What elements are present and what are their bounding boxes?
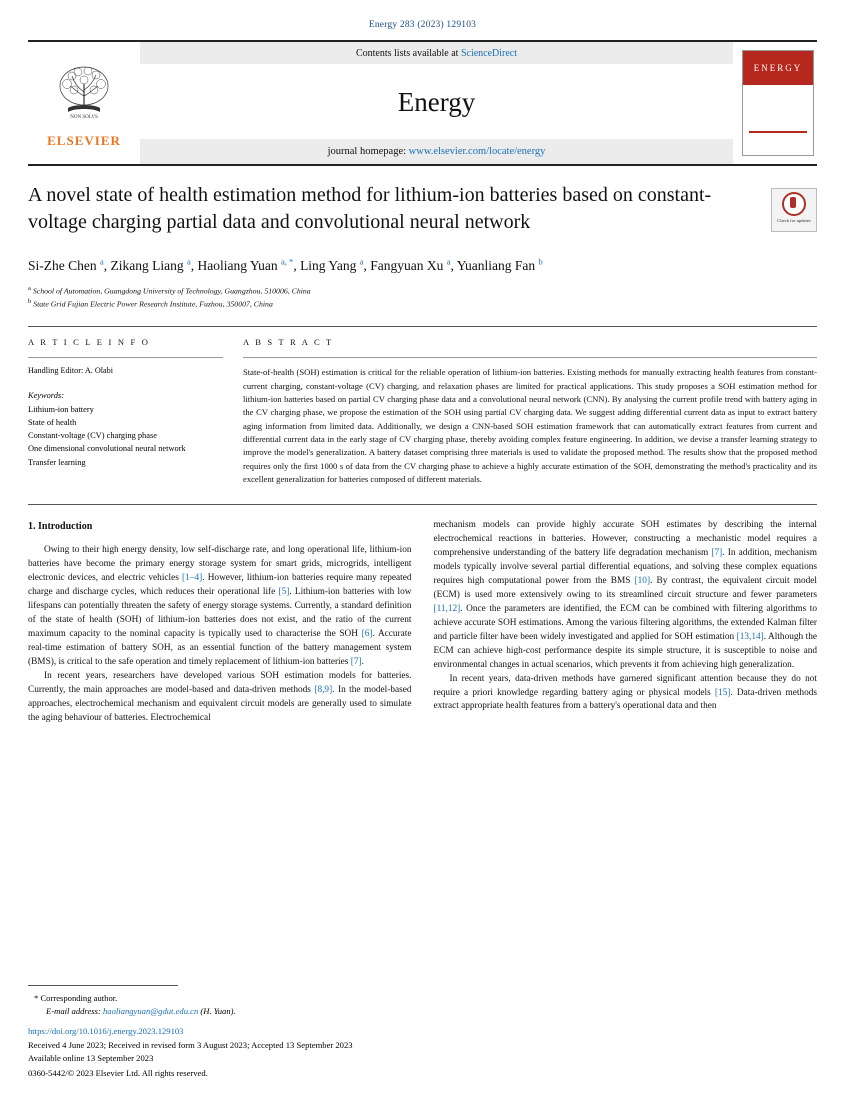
elsevier-wordmark: ELSEVIER [47, 132, 121, 148]
footer-rule [28, 985, 178, 986]
section-heading-introduction: 1. Introduction [28, 521, 93, 533]
crossmark-label: Check for updates [777, 218, 811, 223]
journal-cover [739, 42, 817, 164]
citation-link[interactable]: [13,14] [736, 631, 764, 642]
journal-block [140, 42, 733, 164]
available-online-line: Available online 13 September 2023 [28, 1053, 154, 1064]
abstract-column [243, 337, 817, 486]
crossmark-check-for-updates-badge[interactable] [771, 188, 817, 232]
corresponding-email-link[interactable]: haoliangyuan@gdut.edu.cn [102, 1005, 199, 1016]
article-info-heading: A R T I C L E I N F O [28, 337, 151, 348]
history-line: Received 4 June 2023; Received in revised form 3 August 2023; Accepted 13 September 2023 [28, 1040, 353, 1051]
citation-link[interactable]: [6] [361, 628, 373, 639]
homepage-bar [140, 139, 733, 164]
citation-link[interactable]: [1–4] [182, 573, 203, 584]
homepage-prefix: journal homepage: [327, 146, 407, 157]
citation-link[interactable]: [15] [714, 687, 731, 698]
journal-title: Energy [397, 87, 476, 117]
citation-link[interactable]: [8,9] [314, 684, 333, 695]
handling-editor: Handling Editor: A. Olabi [28, 366, 114, 376]
title-area [28, 182, 817, 236]
article-info-column [28, 337, 243, 486]
page-title: A novel state of health estimation method for lithium-ion batteries based on constant-voltage charging partial data and convolutional neural network [28, 184, 712, 234]
corresponding-email-line [46, 1005, 412, 1018]
body-column-right [434, 519, 818, 725]
citation-link[interactable]: [5] [278, 587, 290, 598]
affiliation-item: $^b$ State Grid Fujian Electric Power Research Institute, Fuzhou, 350007, China [28, 298, 273, 309]
doi-link[interactable]: https://doi.org/10.1016/j.energy.2023.129103 [28, 1026, 184, 1037]
svg-text:NON SOLVS: NON SOLVS [70, 114, 98, 120]
keyword-item: Lithium-ion battery [28, 405, 94, 415]
contents-prefix: Contents lists available at [355, 48, 459, 59]
paragraph: In recent years, researchers have developed various SOH estimation models for batteries. Currently, the main approaches are model-based and data-driven methods [8,9]. In the model-based approaches, electrochemical mechanism and equivalent circuit models are generally used to simulate the aging behaviour of batteries. Electrochemical [28, 670, 412, 723]
body-columns [28, 519, 817, 725]
keyword-item: Transfer learning [28, 457, 86, 467]
paragraph: mechanism models can provide highly accurate SOH estimates by describing the internal electrochemical reactions in batteries. However, constructing a mechanistic model requires a comprehensive understanding of the battery life degradation mechanism [7]. In addition, mechanism models typically involve several partial differential equations, and solving these complex equations requires high computational power from the BMS [10]. By contrast, the equivalent circuit model (ECM) is used more extensively owing to its streamlined circuit structure and fewer parameters [11,12]. Once the parameters are identified, the ECM can be combined with filtering algorithms to achieve accurate SOH estimations. Among the various filtering algorithms, the extended Kalman filter and particle filter have been widely investigated and applied for SOH estimation [13,14]. Although the ECM can achieve high-cost performance despite its simple structure, it is susceptible to noise and environmental changes in actual scenarios, which prevents it from achieving high generalization. [433, 520, 817, 670]
copyright-line: 0360-5442/© 2023 Elsevier Ltd. All rights reserved. [28, 1068, 208, 1079]
contents-bar [140, 42, 733, 64]
cover-title: ENERGY [743, 51, 813, 85]
crossmark-icon [782, 192, 806, 216]
elsevier-logo [28, 42, 140, 164]
paragraph: Owing to their high energy density, low self-discharge rate, and long operational life, lithium-ion batteries have become the primary energy storage system for smart grids, microgrids, intelligent electronic devices, and electric vehicles [1–4]. However, lithium-ion batteries require many repeated charge and discharge cycles, which reduces their operational life [5]. Lithium-ion batteries with low lifespans can potentially threaten the safety of energy storage systems. Currently, a standard definition of the state of health (SOH) of lithium-ion batteries does not exist, and the ratio of the current maximum capacity to the nominal capacity is typically used to characterise the SOH [6]. Accurate real-time estimation of battery SOH, as an essential function of the battery management system (BMS), is critical to the safe operation and timely replacement of lithium-ion batteries [7]. [28, 545, 412, 667]
journal-homepage-link[interactable]: www.elsevier.com/locate/energy [408, 146, 546, 157]
journal-masthead [28, 40, 817, 166]
running-head: Energy 283 (2023) 129103 [368, 20, 477, 30]
keyword-item: State of health [28, 418, 77, 428]
abstract-rule [243, 357, 817, 358]
citation-link[interactable]: [10] [634, 576, 651, 586]
info-abstract-row [28, 327, 817, 486]
email-label: E-mail address: [46, 1005, 101, 1016]
cover-body [743, 131, 813, 156]
citation-link[interactable]: [7] [711, 548, 723, 559]
citation-link[interactable]: [7] [350, 656, 362, 667]
affiliations [28, 284, 817, 311]
author-list [28, 256, 817, 274]
affiliation-item: $^a$ School of Automation, Guangdong University of Technology, Guangzhou, 510006, China [28, 284, 311, 296]
corresponding-author-note: * Corresponding author. [34, 992, 118, 1003]
email-suffix: (H. Yuan). [200, 1005, 236, 1016]
keywords-label: Keywords: [28, 391, 64, 401]
article-info-rule [28, 357, 223, 358]
journal-cover-image [742, 50, 814, 156]
keyword-item: One dimensional convolutional neural network [28, 444, 186, 454]
paragraph: In recent years, data-driven methods have garnered significant attention because they do not require a priori knowledge regarding battery aging or physical models [15]. Data-driven methods extract appropriate health features from a battery's operational data and then [433, 673, 817, 712]
elsevier-tree-icon [48, 60, 120, 132]
keyword-item: Constant-voltage (CV) charging phase [28, 431, 157, 441]
body-divider [28, 504, 817, 505]
cover-rule [749, 131, 807, 133]
abstract-text: State-of-health (SOH) estimation is critical for the reliable operation of lithium-ion batteries. Existing methods for manually extracting health features from constant-current charging, constant-voltage (CV) charging, and relaxation phases are limited for practical applications. This study proposes a SOH estimation method for lithium-ion batteries based on partial CV charging phase data and a convolutional neural network (CNN). By analysing the current profile trend with battery aging in the CV charging phase, we propose the estimation of the SOH using partial CV charging data. We suggest adding differential current data as input to extract battery aging information from limited data. Additionally, we design a CNN-based SOH estimation framework that can automatically extract features from current and differential current data in the early stage of CV charging phase, thereby avoiding complex feature engineering. In addition, we devise a transfer learning strategy to improve the model's generalization. A battery dataset comprising three materials is used to validate the proposed method. The results show that the proposed method requires only the first 1000 s of data from the CV charging phase to achieve a highly accurate estimation of the SOH, demonstrating the method's practicality and its excellent generalization for batteries composed of different materials. [243, 367, 817, 484]
abstract-heading: A B S T R A C T [243, 337, 334, 348]
authors-text: Si-Zhe Chen $^a$, Zikang Liang $^a$, Haoliang Yuan $^{a, *}$, Ling Yang $^a$, Fangyuan Xu $^a$, Yuanliang Fan $^b$ [28, 256, 543, 273]
body-column-left [28, 519, 412, 725]
page-footer [28, 985, 412, 1080]
sciencedirect-link[interactable]: ScienceDirect [460, 48, 518, 59]
citation-link[interactable]: [11,12] [433, 603, 461, 614]
